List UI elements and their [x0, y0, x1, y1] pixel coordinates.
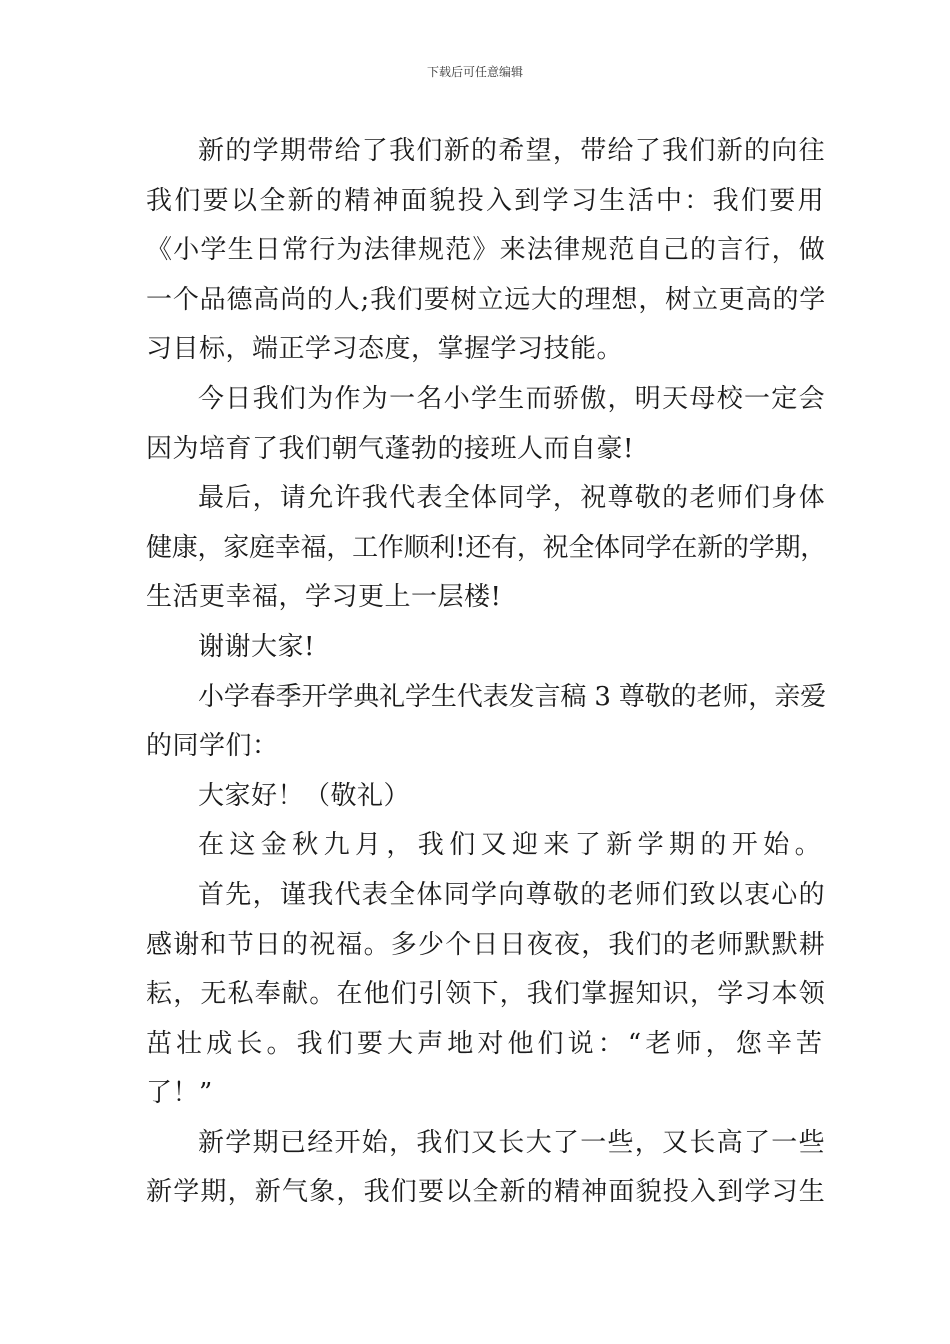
text-line: 在这金秋九月，我们又迎来了新学期的开始。 — [198, 830, 826, 861]
text-line: 了！” — [146, 1078, 213, 1109]
text-line: 首先，谨我代表全体同学向尊敬的老师们致以衷心的 — [198, 879, 826, 910]
text-line: 小学春季开学典礼学生代表发言稿 3 尊敬的老师，亲爱 — [198, 681, 826, 712]
text-line: 新的学期带给了我们新的希望，带给了我们新的向往 — [198, 136, 826, 166]
text-line: 新学期，新气象，我们要以全新的精神面貌投入到学习生 — [146, 1177, 826, 1208]
text-line: 健康，家庭幸福，工作顺利!还有，祝全体同学在新的学期， — [146, 532, 826, 563]
text-line: 习目标，端正学习态度，掌握学习技能。 — [146, 334, 624, 365]
text-line: 《小学生日常行为法律规范》来法律规范自己的言行，做 — [146, 235, 826, 266]
text-line: 耘，无私奉献。在他们引领下，我们掌握知识，学习本领 — [146, 979, 826, 1010]
text-line: 生活更幸福，学习更上一层楼! — [146, 582, 502, 613]
text-line: 我们要以全新的精神面貌投入到学习生活中：我们要用 — [146, 185, 826, 216]
paragraph-6 — [146, 772, 826, 822]
document-body — [146, 127, 826, 1218]
text-line: 一个品德高尚的人;我们要树立远大的理想，树立更高的学 — [146, 284, 826, 315]
text-line: 的同学们： — [146, 731, 279, 762]
paragraph-2 — [146, 375, 826, 474]
text-line: 大家好！（敬礼） — [198, 780, 411, 811]
paragraph-5 — [146, 673, 826, 772]
text-line: 茁壮成长。我们要大声地对他们说：“老师，您辛苦 — [146, 1028, 826, 1059]
paragraph-7 — [146, 821, 826, 871]
paragraph-8 — [146, 871, 826, 1119]
paragraph-9 — [146, 1119, 826, 1218]
text-line: 新学期已经开始，我们又长大了一些，又长高了一些 — [198, 1127, 826, 1158]
text-line: 感谢和节日的祝福。多少个日日夜夜，我们的老师默默耕 — [146, 929, 826, 960]
paragraph-1 — [146, 127, 826, 375]
text-line: 今日我们为作为一名小学生而骄傲，明天母校一定会 — [198, 383, 826, 414]
paragraph-4 — [146, 623, 826, 673]
page-header: 下载后可任意编辑 — [426, 65, 523, 79]
paragraph-3 — [146, 474, 826, 623]
text-line: 谢谢大家! — [198, 631, 315, 662]
text-line: 最后，请允许我代表全体同学，祝尊敬的老师们身体 — [198, 483, 826, 514]
text-line: 因为培育了我们朝气蓬勃的接班人而自豪! — [146, 433, 634, 464]
